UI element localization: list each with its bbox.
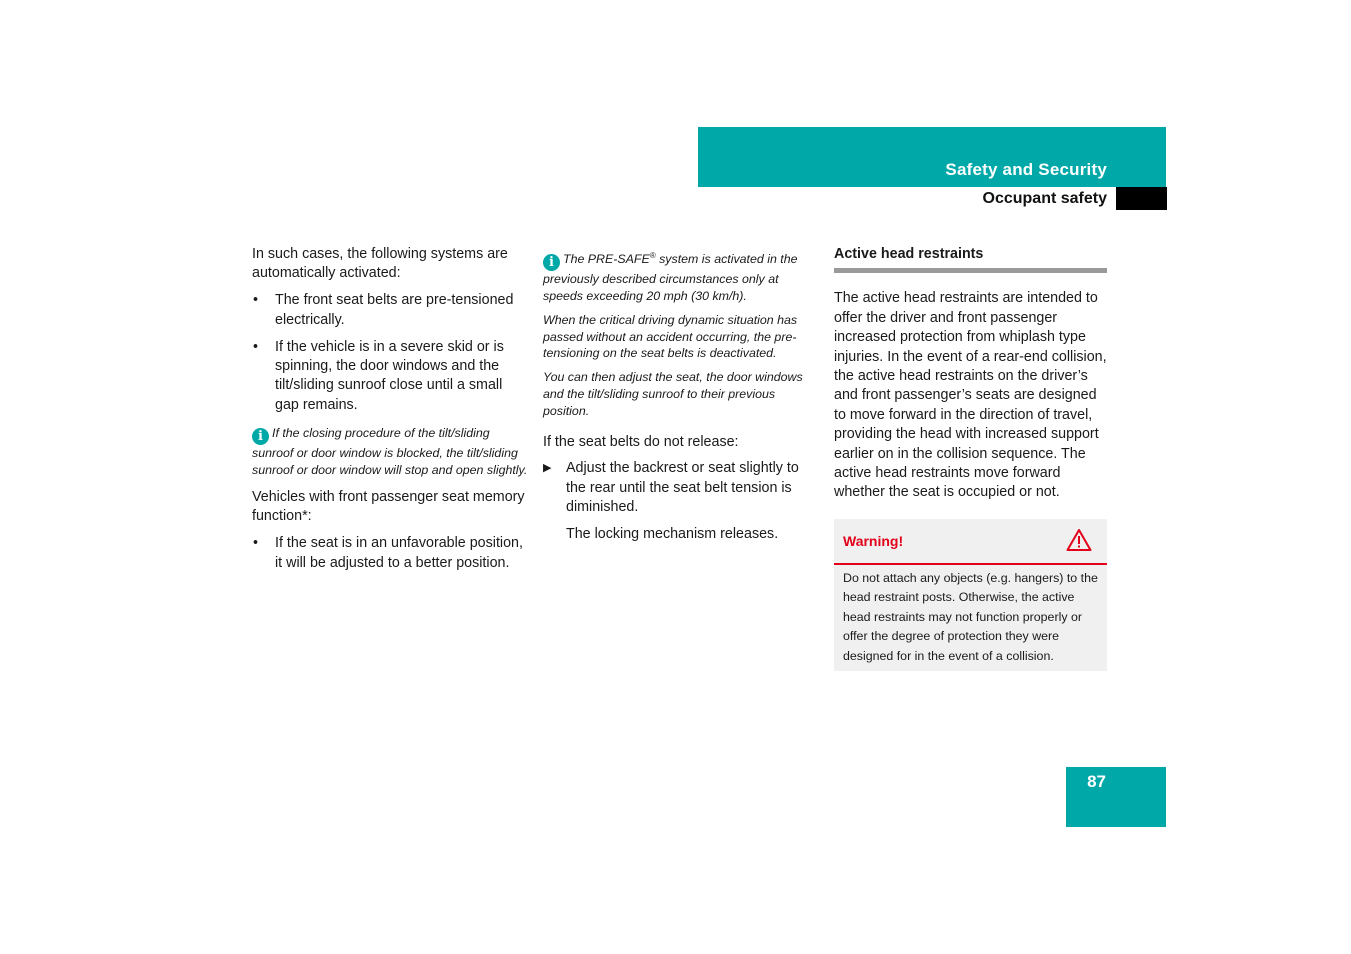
- warning-triangle-icon: [1066, 528, 1092, 552]
- heading-rule: [834, 268, 1107, 273]
- list-item: • If the seat is in an unfavorable position, it will be adjusted to a better position.: [253, 535, 523, 571]
- memory-function-intro: Vehicles with front passenger seat memory function*:: [252, 488, 525, 525]
- info-note: i The PRE-SAFE® system is activated in the previously described circumstances only at speeds exceeding 20 mph (30 km/h). When the critical driving dynamic situation has passed without an accident occurring, the pre-tensioning on the seat belts is deactivated. You can then adjust the seat, the door windows and the tilt/sliding sunroof to their previous position.: [543, 248, 821, 420]
- subsection-title: Occupant safety: [982, 190, 1107, 207]
- column-middle: [543, 248, 821, 545]
- warning-box: [834, 519, 1107, 671]
- warning-text: Do not attach any objects (e.g. hangers) to the head restraint posts. Otherwise, the active head restraints may not function properly or offer the degree of protection they were designed for in the event of a collision.: [843, 570, 1098, 663]
- bullet-icon: •: [253, 535, 259, 552]
- info-note-text: You can then adjust the seat, the door windows and the tilt/sliding sunroof to their previous position.: [543, 370, 803, 418]
- step-result: The locking mechanism releases.: [566, 526, 779, 543]
- section-heading: Active head restraints: [834, 246, 984, 262]
- warning-label: Warning!: [843, 532, 904, 549]
- activated-systems-list: [252, 291, 528, 415]
- column-left: [252, 245, 528, 583]
- column-right: [834, 245, 1107, 671]
- section-header-band: [698, 127, 1166, 187]
- info-note-text: When the critical driving dynamic situation has passed without an accident occurring, the pre-tensioning on the seat belts is deactivated.: [543, 312, 798, 361]
- subsection-marker: [1116, 187, 1167, 210]
- warning-header: [834, 519, 1107, 565]
- bullet-icon: •: [253, 338, 259, 355]
- release-intro: If the seat belts do not release:: [543, 433, 739, 450]
- info-note: [252, 425, 528, 479]
- page-number-box: [1066, 767, 1166, 827]
- head-restraints-body: The active head restraints are intended to offer the driver and front passenger increased protection from whiplash type injuries. In the event of a rear-end collision, the active head restraints on the driver’s and front passenger’s seats are designed to move forward in the direction of travel, providing the head with increased support earlier on in the collision sequence. The active head restraints move forward whether the seat is occupied or not.: [834, 290, 1107, 501]
- intro-text: In such cases, the following systems are automatically activated:: [252, 246, 508, 282]
- info-icon: i: [543, 254, 560, 271]
- instruction-step: ▶ Adjust the backrest or seat slightly to the rear until the seat belt tension is diminished.: [543, 460, 799, 516]
- section-title: Safety and Security: [945, 160, 1107, 179]
- memory-function-list: [252, 534, 528, 573]
- info-note-text: If the closing procedure of the tilt/sliding sunroof or door window is blocked, the tilt/sliding sunroof or door window will stop and open slightly.: [252, 426, 528, 478]
- info-icon: i: [252, 428, 269, 445]
- page-number: 87: [1087, 772, 1106, 791]
- list-item: • If the vehicle is in a severe skid or is spinning, the door windows and the tilt/sliding sunroof close until a small gap remains.: [253, 338, 504, 413]
- bullet-icon: •: [253, 292, 259, 309]
- list-item: • The front seat belts are pre-tensioned electrically.: [253, 292, 514, 328]
- arrow-right-icon: ▶: [543, 462, 552, 475]
